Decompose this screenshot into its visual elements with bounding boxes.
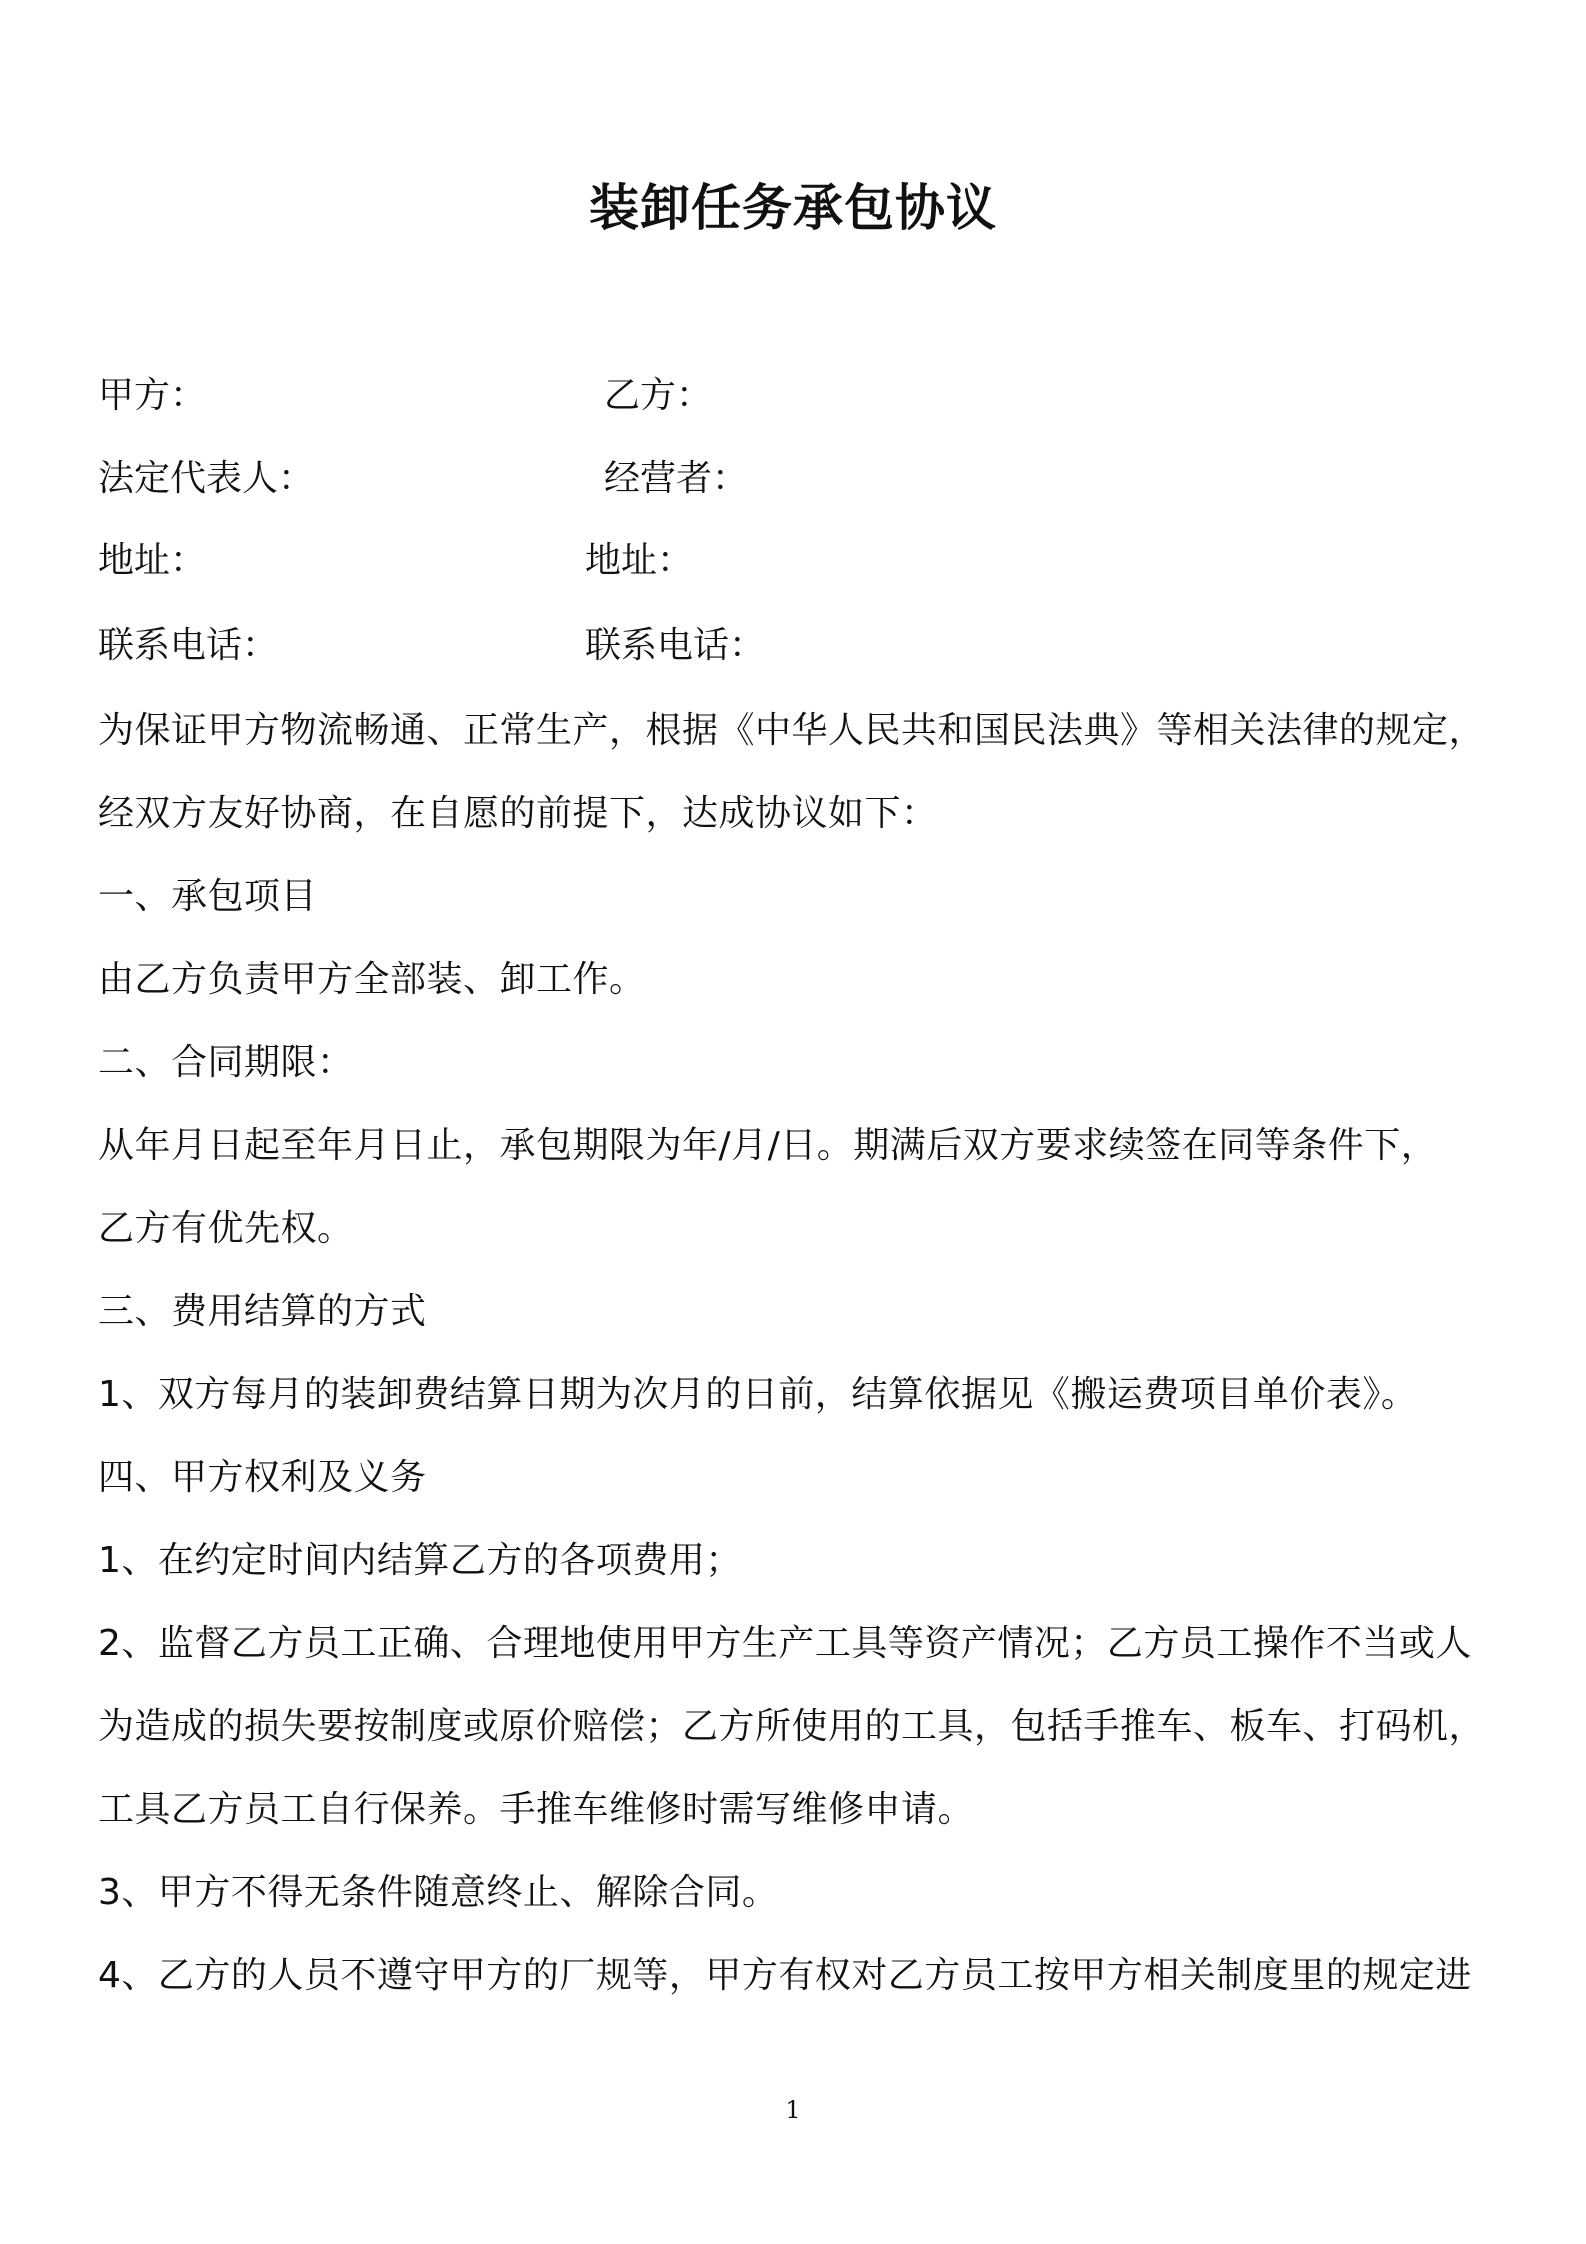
section-4-clause-4: 4、乙方的人员不遵守甲方的厂规等，甲方有权对乙方员工按甲方相关制度里的规定进	[98, 1955, 1472, 1996]
section-heading-1: 一、承包项目	[98, 876, 318, 917]
preamble-line-2: 经双方友好协商，在自愿的前提下，达成协议如下：	[98, 793, 938, 834]
document-title: 装卸任务承包协议	[589, 179, 997, 237]
party-b-address-label: 地址：	[585, 540, 694, 581]
party-a-label: 甲方：	[98, 375, 207, 416]
section-4-clause-3: 3、甲方不得无条件随意终止、解除合同。	[98, 1872, 779, 1913]
party-a-address-label: 地址：	[98, 540, 207, 581]
section-2-line-2: 乙方有优先权。	[98, 1208, 354, 1249]
section-heading-3: 三、费用结算的方式	[98, 1291, 427, 1332]
section-2-line-1: 从年月日起至年月日止，承包期限为年/月/日。期满后双方要求续签在同等条件下，	[98, 1125, 1438, 1166]
section-4-clause-1: 1、在约定时间内结算乙方的各项费用；	[98, 1540, 742, 1581]
operator-label: 经营者：	[604, 458, 749, 499]
section-1-text: 由乙方负责甲方全部装、卸工作。	[98, 959, 646, 1000]
party-a-phone-label: 联系电话：	[98, 625, 279, 666]
legal-representative-label: 法定代表人：	[98, 458, 315, 499]
section-3-clause-1: 1、双方每月的装卸费结算日期为次月的日前，结算依据见《搬运费项目单价表》。	[98, 1374, 1418, 1415]
page-number: 1	[785, 2096, 801, 2124]
section-4-clause-2-line-2: 为造成的损失要按制度或原价赔偿；乙方所使用的工具，包括手推车、板车、打码机，	[98, 1706, 1486, 1747]
party-b-label: 乙方：	[604, 375, 713, 416]
preamble-line-1: 为保证甲方物流畅通、正常生产，根据《中华人民共和国民法典》等相关法律的规定，	[98, 710, 1486, 751]
section-4-clause-2-line-1: 2、监督乙方员工正确、合理地使用甲方生产工具等资产情况；乙方员工操作不当或人	[98, 1623, 1472, 1664]
party-b-phone-label: 联系电话：	[585, 625, 766, 666]
section-heading-2: 二、合同期限：	[98, 1042, 354, 1083]
section-heading-4: 四、甲方权利及义务	[98, 1457, 427, 1498]
section-4-clause-2-line-3: 工具乙方员工自行保养。手推车维修时需写维修申请。	[98, 1789, 975, 1830]
